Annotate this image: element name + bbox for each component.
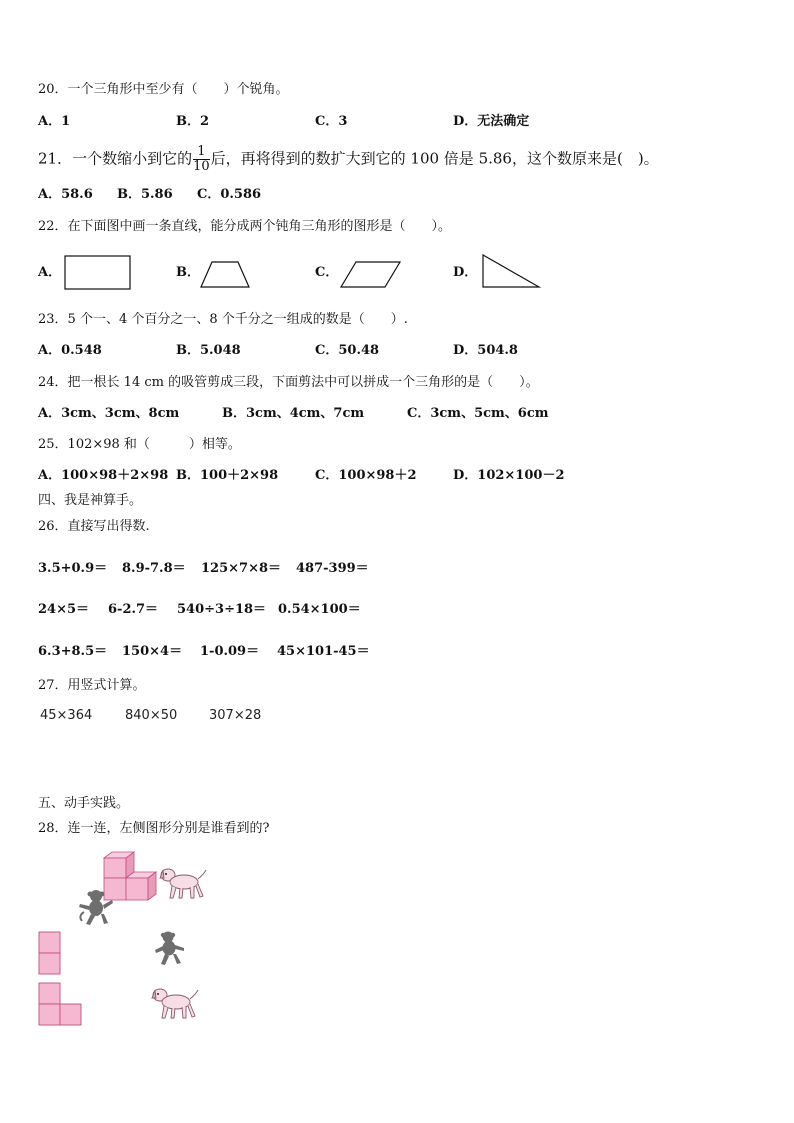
- q24-stem: 24．把一根长 14 cm 的吸管剪成三段，下面剪法中可以拼成一个三角形的是（ ）。: [38, 375, 539, 390]
- q22-option-d[interactable]: D．: [453, 265, 478, 280]
- q24-option-b[interactable]: B．3cm、4cm、7cm: [222, 406, 365, 421]
- parallelogram-shape-icon: [340, 261, 402, 289]
- q22-option-b[interactable]: B．: [176, 265, 200, 280]
- trapezoid-shape-icon: [200, 261, 250, 289]
- q21-stem-part1: 21．一个数缩小到它的: [38, 149, 193, 168]
- right-triangle-shape-icon: [482, 254, 542, 290]
- q21-option-c[interactable]: C．0.586: [197, 187, 262, 202]
- q21-stem-part2: 后，再将得到的数扩大到它的 100 倍是 5.86，这个数原来是( )。: [210, 149, 659, 168]
- q21-stem: [38, 145, 659, 174]
- q21-option-b[interactable]: B．5.86: [117, 187, 173, 202]
- dog-icon: [150, 986, 200, 1022]
- q27-item: 840×50: [125, 708, 178, 723]
- q20-stem: 20．一个三角形中至少有（ ）个锐角。: [38, 82, 289, 97]
- q26-item: 6.3+8.5＝: [38, 644, 108, 659]
- q21-option-a[interactable]: A．58.6: [38, 187, 93, 202]
- q22-option-c[interactable]: C．: [315, 265, 339, 280]
- q26-item: 125×7×8＝: [201, 561, 282, 576]
- q26-item: 540÷3÷18＝: [177, 602, 267, 617]
- q25-option-a[interactable]: A．100×98＋2×98: [38, 468, 169, 483]
- section5-title: 五、动手实践。: [38, 796, 130, 811]
- q25-option-d[interactable]: D．102×100－2: [453, 468, 565, 483]
- q26-item: 1-0.09＝: [200, 644, 260, 659]
- q22-option-a[interactable]: A．: [38, 265, 62, 280]
- q27-item: 45×364: [40, 708, 93, 723]
- q26-item: 24×5＝: [38, 602, 90, 617]
- q22-stem: 22．在下面图中画一条直线，能分成两个钝角三角形的图形是（ ）。: [38, 219, 452, 234]
- q27-item: 307×28: [209, 708, 262, 723]
- q26-item: 8.9-7.8＝: [122, 561, 186, 576]
- q26-item: 3.5+0.9＝: [38, 561, 108, 576]
- q23-stem: 23．5 个一、4 个百分之一、8 个千分之一组成的数是（ ）.: [38, 312, 408, 327]
- rectangle-shape-icon: [64, 255, 132, 291]
- q25-option-b[interactable]: B．100＋2×98: [176, 468, 279, 483]
- q25-stem: 25．102×98 和（ ）相等。: [38, 437, 241, 452]
- q21-fraction: [193, 145, 210, 174]
- dog-icon: [158, 866, 208, 902]
- view-shape-vertical-squares: [38, 931, 62, 975]
- monkey-icon: [152, 930, 188, 966]
- q26-stem: 26．直接写出得数.: [38, 519, 150, 534]
- q20-option-b[interactable]: B．2: [176, 114, 210, 129]
- q26-item: 45×101-45＝: [277, 644, 370, 659]
- q26-item: 150×4＝: [122, 644, 183, 659]
- q26-item: 6-2.7＝: [108, 602, 159, 617]
- view-shape-l-squares: [38, 982, 84, 1026]
- q25-option-c[interactable]: C．100×98＋2: [315, 468, 417, 483]
- q20-option-a[interactable]: A．1: [38, 114, 71, 129]
- q23-option-b[interactable]: B．5.048: [176, 343, 241, 358]
- q23-option-c[interactable]: C．50.48: [315, 343, 380, 358]
- q21-fraction-num: 1: [193, 145, 210, 160]
- q26-item: 487-399＝: [296, 561, 369, 576]
- section4-title: 四、我是神算手。: [38, 493, 143, 508]
- q23-option-d[interactable]: D．504.8: [453, 343, 518, 358]
- q21-fraction-den: 10: [193, 159, 210, 174]
- q20-option-c[interactable]: C．3: [315, 114, 348, 129]
- q24-option-c[interactable]: C．3cm、5cm、6cm: [407, 406, 549, 421]
- q27-stem: 27．用竖式计算。: [38, 678, 146, 693]
- q28-stem: 28．连一连，左侧图形分别是谁看到的?: [38, 821, 270, 836]
- monkey-icon: [76, 888, 116, 928]
- q24-option-a[interactable]: A．3cm、3cm、8cm: [38, 406, 180, 421]
- q23-option-a[interactable]: A．0.548: [38, 343, 102, 358]
- q26-item: 0.54×100＝: [278, 602, 361, 617]
- q20-option-d[interactable]: D．无法确定: [453, 114, 530, 129]
